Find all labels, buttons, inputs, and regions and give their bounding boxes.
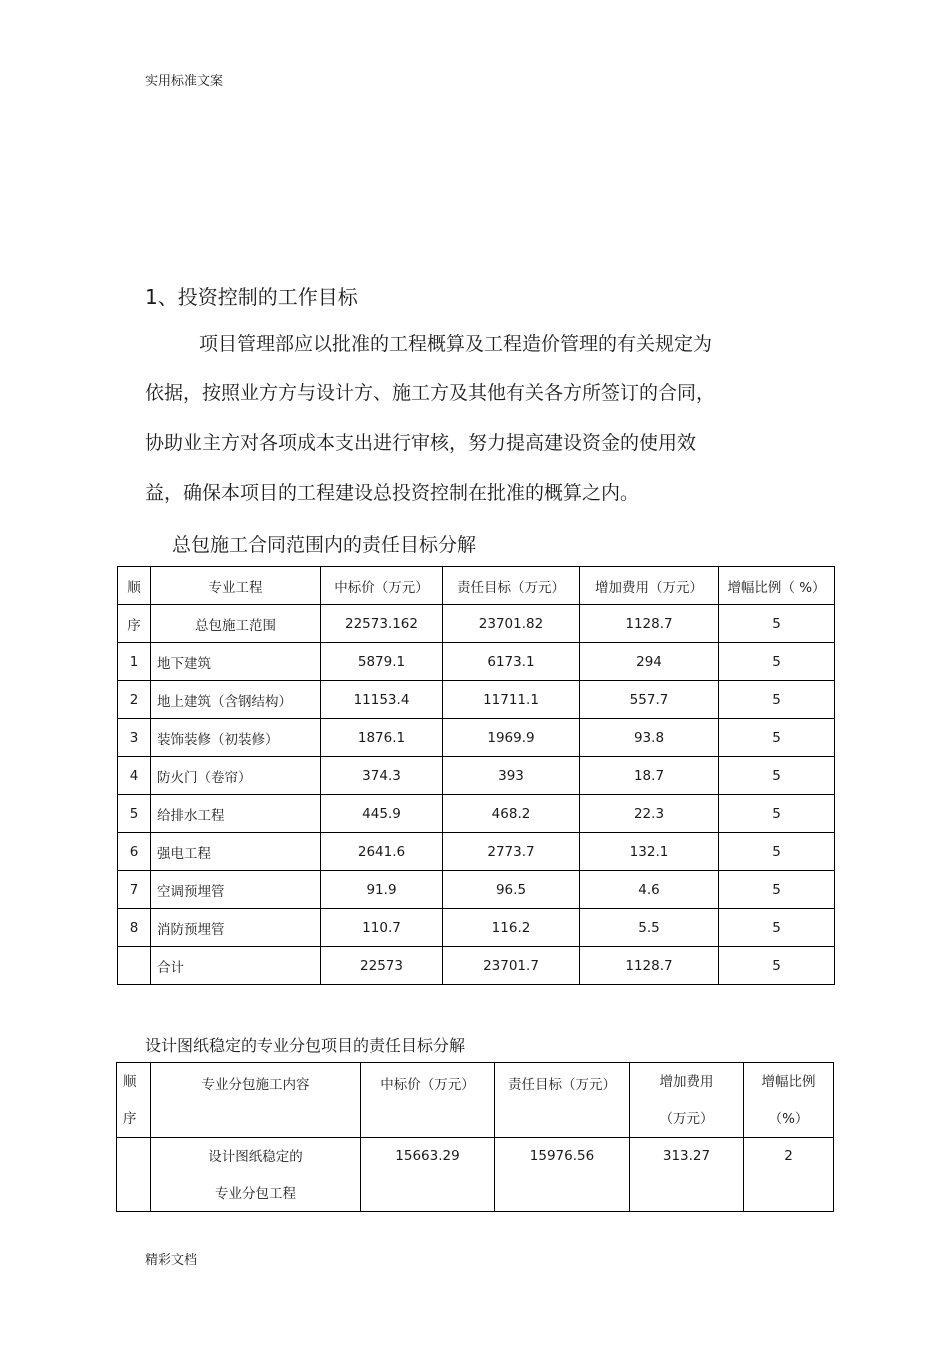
row-target: 2773.7 bbox=[443, 833, 580, 871]
row-seq: 7 bbox=[118, 871, 151, 909]
row-bid: 11153.4 bbox=[321, 681, 443, 719]
row-target: 23701.7 bbox=[443, 947, 580, 985]
row-item: 装饰装修（初装修） bbox=[151, 719, 321, 757]
table-row bbox=[118, 795, 835, 833]
row-item: 空调预埋管 bbox=[151, 871, 321, 909]
row-extra: 22.3 bbox=[580, 795, 719, 833]
row-ratio: 5 bbox=[719, 871, 835, 909]
row-target: 468.2 bbox=[443, 795, 580, 833]
col-header-extra bbox=[630, 1063, 744, 1138]
table-header-row bbox=[118, 567, 835, 605]
row-extra: 132.1 bbox=[580, 833, 719, 871]
row-bid: 91.9 bbox=[321, 871, 443, 909]
row-bid: 5879.1 bbox=[321, 643, 443, 681]
row-ratio: 5 bbox=[719, 795, 835, 833]
row-extra: 93.8 bbox=[580, 719, 719, 757]
paragraph-line-2: 依据，按照业方方与设计方、施工方及其他有关各方所签订的合同， bbox=[145, 382, 716, 404]
table1-caption: 总包施工合同范围内的责任目标分解 bbox=[172, 534, 477, 556]
responsibility-table-subcontract bbox=[116, 1062, 834, 1212]
extra-bottom: （万元） bbox=[659, 1111, 714, 1127]
row-item: 强电工程 bbox=[151, 833, 321, 871]
row-item: 合计 bbox=[151, 947, 321, 985]
col-header-bid: 中标价（万元） bbox=[361, 1063, 495, 1138]
row-target: 96.5 bbox=[443, 871, 580, 909]
row-bid: 110.7 bbox=[321, 909, 443, 947]
scope-ratio: 5 bbox=[719, 605, 835, 643]
seq-top: 顺 bbox=[123, 1074, 137, 1090]
row-seq: 8 bbox=[118, 909, 151, 947]
row-extra: 1128.7 bbox=[580, 947, 719, 985]
row-ratio: 5 bbox=[719, 681, 835, 719]
row-extra: 294 bbox=[580, 643, 719, 681]
row-item: 防火门（卷帘） bbox=[151, 757, 321, 795]
row-extra: 4.6 bbox=[580, 871, 719, 909]
responsibility-table-general bbox=[117, 566, 835, 985]
table-row bbox=[118, 833, 835, 871]
row-bid: 445.9 bbox=[321, 795, 443, 833]
item-bottom: 专业分包工程 bbox=[215, 1186, 296, 1202]
col-header-target: 责任目标（万元） bbox=[443, 567, 580, 605]
table-header-row bbox=[117, 1063, 834, 1138]
page-footer: 精彩文档 bbox=[145, 1253, 198, 1268]
col-header-seq: 顺 bbox=[118, 567, 151, 605]
col-header-ratio: 增幅比例（ %） bbox=[719, 567, 835, 605]
row-bid: 1876.1 bbox=[321, 719, 443, 757]
row-ratio: 5 bbox=[719, 719, 835, 757]
table-row bbox=[118, 681, 835, 719]
col-header-seq bbox=[117, 1063, 151, 1138]
scope-target: 23701.82 bbox=[443, 605, 580, 643]
row-target: 6173.1 bbox=[443, 643, 580, 681]
col-header-extra: 增加费用（万元） bbox=[580, 567, 719, 605]
scope-extra: 1128.7 bbox=[580, 605, 719, 643]
row-item: 给排水工程 bbox=[151, 795, 321, 833]
col-header-item: 专业工程 bbox=[151, 567, 321, 605]
table-row bbox=[118, 871, 835, 909]
row-item: 消防预埋管 bbox=[151, 909, 321, 947]
col-header-seq-cont: 序 bbox=[118, 605, 151, 643]
row-seq: 3 bbox=[118, 719, 151, 757]
row-target: 15976.56 bbox=[495, 1138, 630, 1212]
table-row bbox=[118, 909, 835, 947]
table2-caption: 设计图纸稳定的专业分包项目的责任目标分解 bbox=[145, 1036, 466, 1055]
row-seq: 1 bbox=[118, 643, 151, 681]
row-ratio: 5 bbox=[719, 909, 835, 947]
row-target: 393 bbox=[443, 757, 580, 795]
paragraph-line-3: 协助业主方对各项成本支出进行审核，努力提高建设资金的使用效 bbox=[145, 432, 697, 454]
row-ratio: 5 bbox=[719, 833, 835, 871]
row-extra: 5.5 bbox=[580, 909, 719, 947]
row-seq bbox=[117, 1138, 151, 1212]
row-extra: 313.27 bbox=[630, 1138, 744, 1212]
row-seq: 4 bbox=[118, 757, 151, 795]
row-bid: 374.3 bbox=[321, 757, 443, 795]
row-seq: 2 bbox=[118, 681, 151, 719]
col-header-bid: 中标价（万元） bbox=[321, 567, 443, 605]
row-extra: 557.7 bbox=[580, 681, 719, 719]
ratio-top: 增幅比例 bbox=[761, 1074, 816, 1090]
row-seq: 5 bbox=[118, 795, 151, 833]
item-top: 设计图纸稳定的 bbox=[208, 1149, 303, 1165]
row-target: 1969.9 bbox=[443, 719, 580, 757]
ratio-bottom: （%） bbox=[768, 1111, 809, 1127]
paragraph-line-4: 益，确保本项目的工程建设总投资控制在批准的概算之内。 bbox=[145, 482, 640, 504]
row-seq: 6 bbox=[118, 833, 151, 871]
table-row bbox=[118, 757, 835, 795]
row-item bbox=[151, 1138, 361, 1212]
table-row bbox=[118, 605, 835, 643]
col-header-target: 责任目标（万元） bbox=[495, 1063, 630, 1138]
row-seq bbox=[118, 947, 151, 985]
row-ratio: 5 bbox=[719, 947, 835, 985]
row-ratio: 2 bbox=[744, 1138, 834, 1212]
col-header-ratio bbox=[744, 1063, 834, 1138]
row-bid: 15663.29 bbox=[361, 1138, 495, 1212]
row-bid: 2641.6 bbox=[321, 833, 443, 871]
row-ratio: 5 bbox=[719, 643, 835, 681]
scope-bid: 22573.162 bbox=[321, 605, 443, 643]
row-target: 116.2 bbox=[443, 909, 580, 947]
row-target: 11711.1 bbox=[443, 681, 580, 719]
row-bid: 22573 bbox=[321, 947, 443, 985]
scope-item: 总包施工范围 bbox=[151, 605, 321, 643]
row-ratio: 5 bbox=[719, 757, 835, 795]
row-extra: 18.7 bbox=[580, 757, 719, 795]
table-row bbox=[118, 719, 835, 757]
page-header: 实用标准文案 bbox=[145, 74, 224, 89]
section-heading: 1、投资控制的工作目标 bbox=[145, 285, 358, 309]
seq-bottom: 序 bbox=[123, 1111, 137, 1127]
table-row bbox=[118, 643, 835, 681]
paragraph-line-1: 项目管理部应以批准的工程概算及工程造价管理的有关规定为 bbox=[199, 333, 713, 355]
extra-top: 增加费用 bbox=[659, 1074, 714, 1090]
row-item: 地下建筑 bbox=[151, 643, 321, 681]
table-row bbox=[117, 1138, 834, 1212]
table-total-row bbox=[118, 947, 835, 985]
row-item: 地上建筑（含钢结构） bbox=[151, 681, 321, 719]
col-header-item: 专业分包施工内容 bbox=[151, 1063, 361, 1138]
